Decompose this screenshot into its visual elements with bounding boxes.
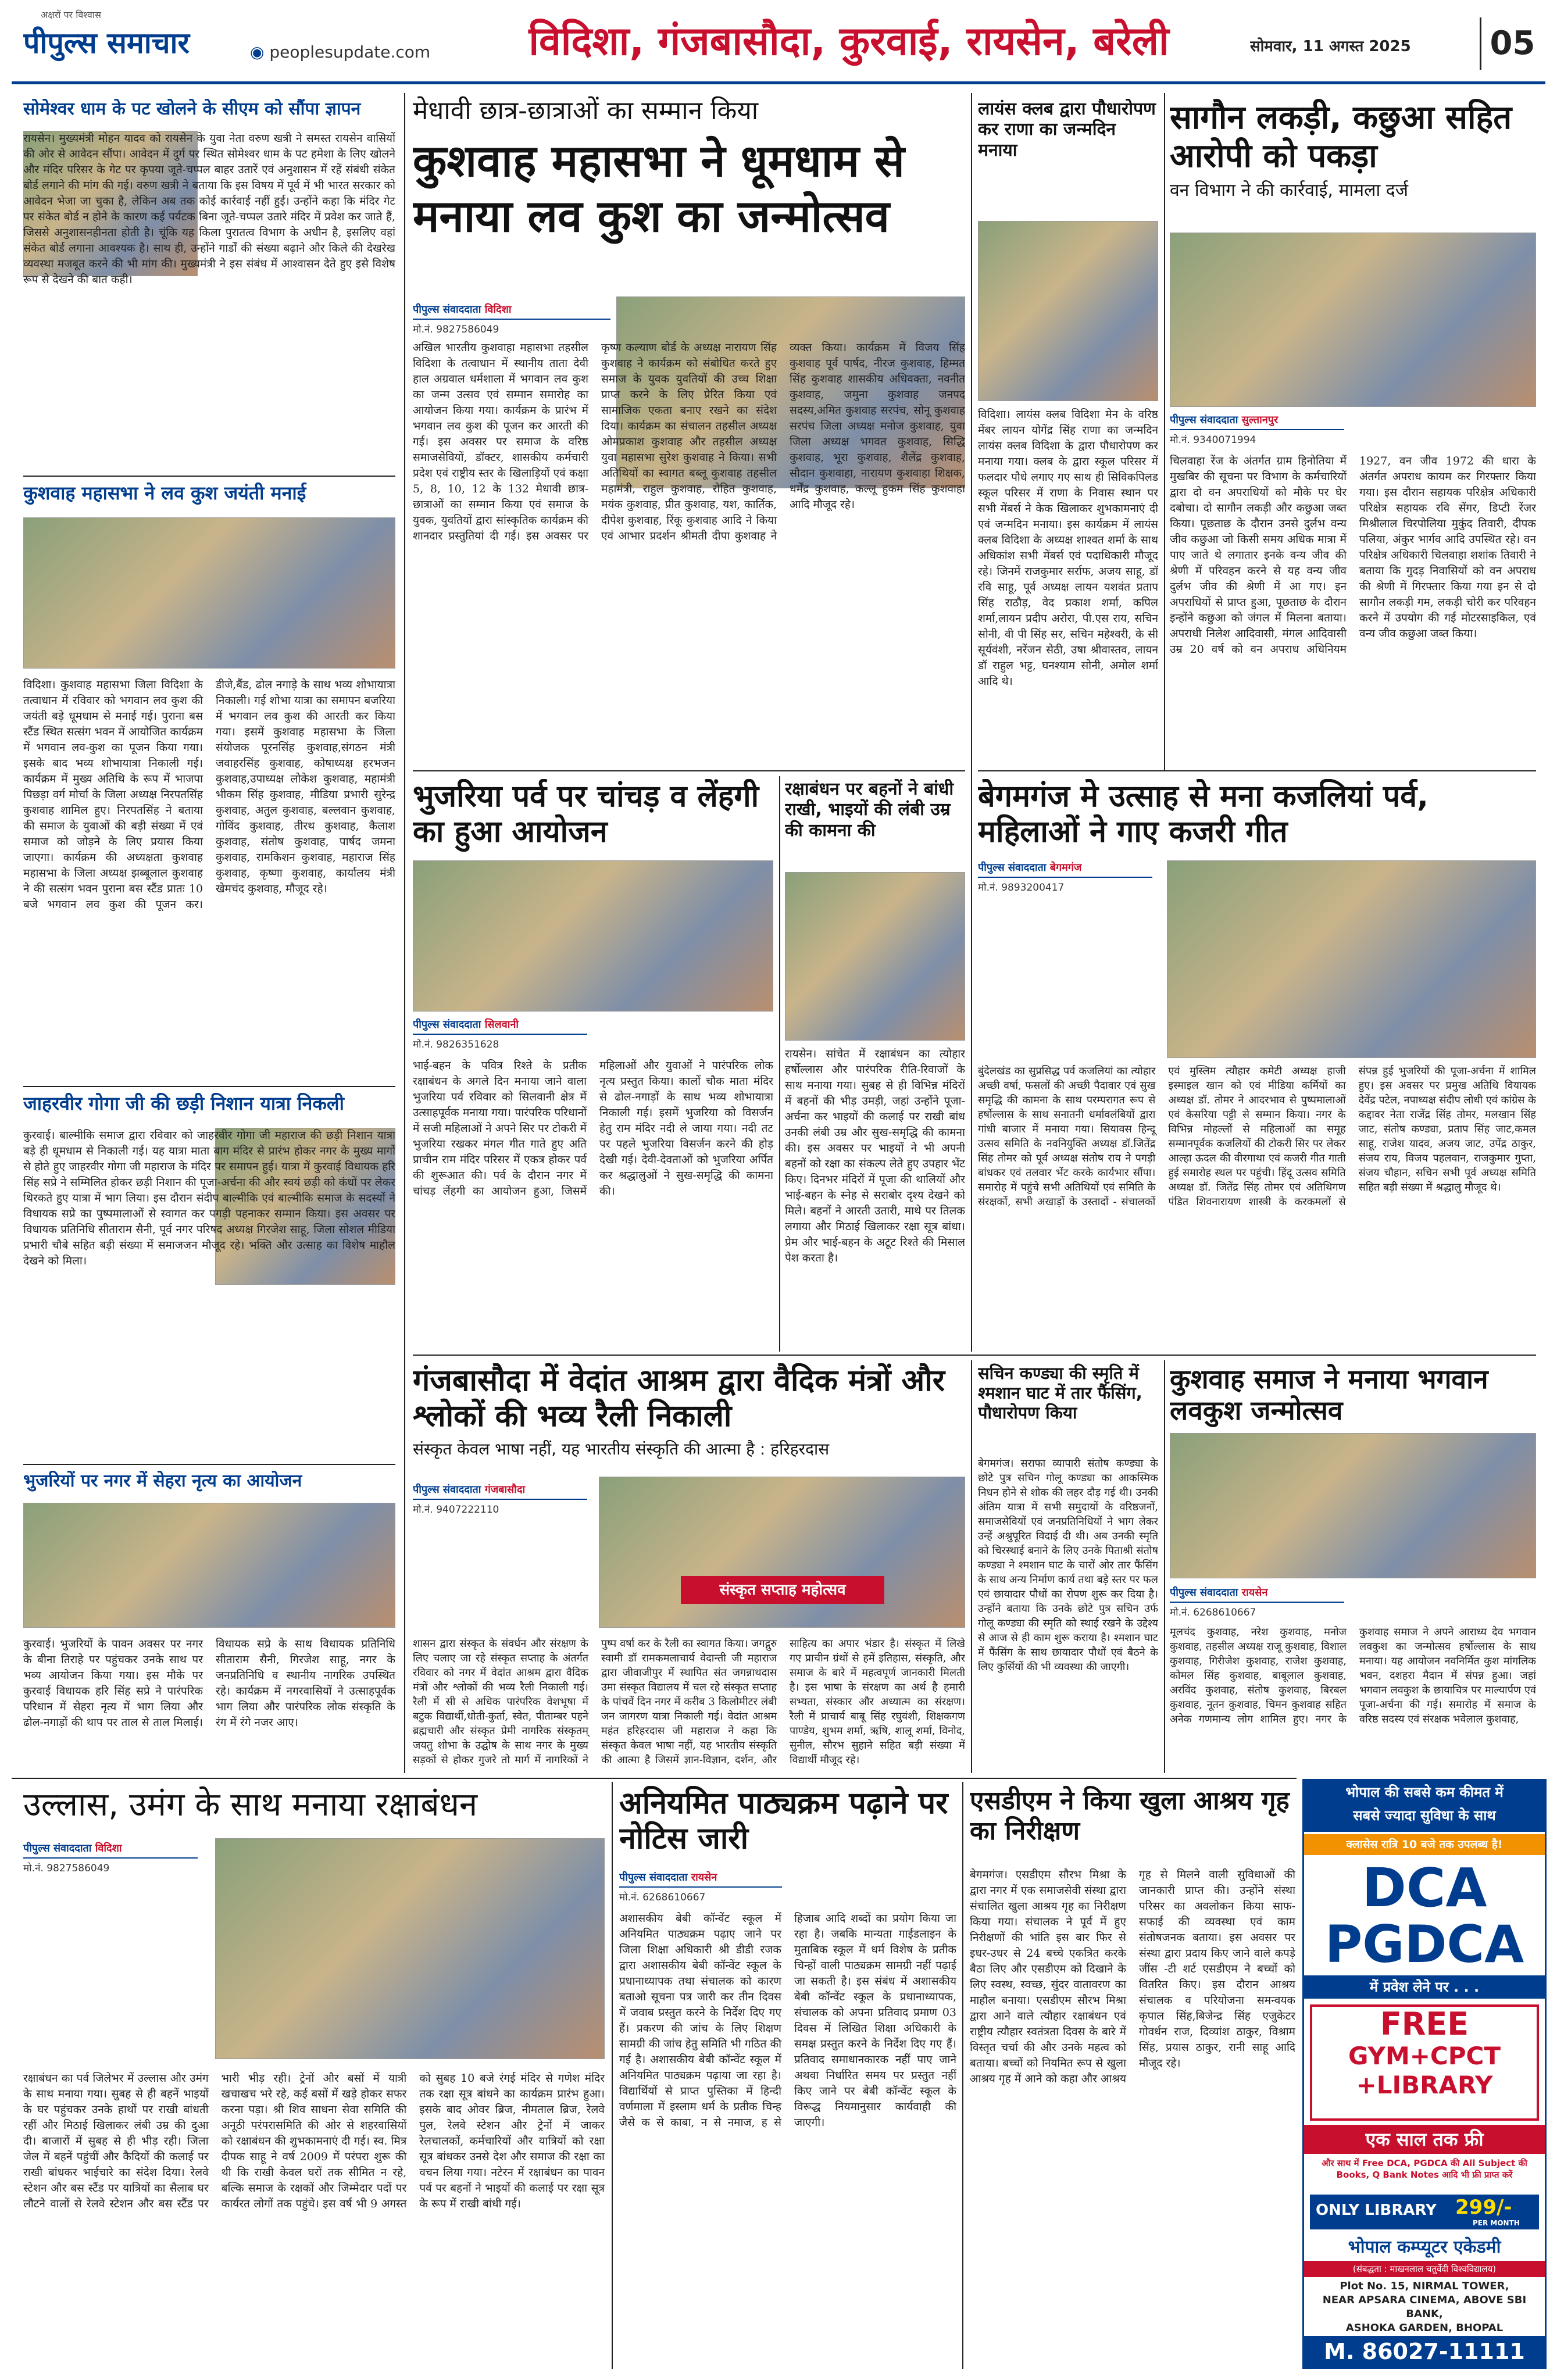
byline-place: रायसेन [1241, 1586, 1268, 1599]
article-lead [413, 96, 965, 764]
body-saagon: चिलवाहा रेंज के अंतर्गत ग्राम हिनोतिया में मुखबिर की सूचना पर विभाग के कर्मचारियों द्वारा दो वन अपराधियों को मौके पर घेर दबोचा। दो सागौन लकड़ी और कछुआ जब्त किया। पूछताछ के दौरान उनसे दुर्लभ वन्य जीव कछुआ जो किसी समय अधिक मात्रा में पाए जाते थे लगातार इनके वन्य जीव की श्रेणी में परिवहन करने से यह वन्य जीव दुर्लभ जीव की श्रेणी में आ गए। इन अपराधियों से प्राप्त हुआ, पूछताछ के दौरान इन्होंने कछुआ को जंगल में मिलना बताया। अपराधी निलेश आदिवासी, मंगल आदिवासी उम्र 20 वर्ष को वन अपराध अधिनियम 1927, वन जीव 1972 की धारा के अंतर्गत अपराध कायम कर गिरफ्तार किया गया। इस दौरान सहायक परिक्षेत्र अधिकारी परिक्षेत्र सहायक रवि सेंगर, डिप्टी रेंजर मिश्रीलाल चिरपोलिया मुकुंद तिवारी, दीपक पलिया, अंकुर भार्गव आदि उपस्थित रहे। वन परिक्षेत्र अधिकारी चिलवाहा शशांक तिवारी ने बताया कि गुदड़ निवासियों को वन अपराध की श्रेणी में गिरफ्तार किया गया इन से दो सागौन लकड़ी गम, लकड़ी चोरी कर परिवहन करने में उपयोग की गई मोटरसाइकिल, एवं वन्य जीव कछुआ जब्त किया। [1170, 455, 1536, 656]
divider [413, 1355, 1536, 1356]
website-link[interactable] [250, 41, 442, 64]
globe-icon: ◉ [250, 42, 270, 62]
article-gogaji [23, 1093, 395, 1459]
column-divider [1164, 1360, 1165, 1773]
photo-bhujariya [413, 860, 773, 1012]
subhead-saagon: वन विभाग ने की कार्रवाई, मामला दर्ज [1170, 180, 1408, 201]
banner-sanskrit: संस्कृत सप्ताह महोत्सव [681, 1576, 884, 1604]
article-bhujariya [413, 779, 773, 1349]
byline-place: विदिशा [484, 303, 512, 316]
article-lions [978, 99, 1158, 767]
byline-mobile: मो.नं. 6268610667 [1170, 1607, 1256, 1618]
kushwah-byline [1170, 1585, 1344, 1618]
photo-saagon [1170, 233, 1536, 407]
body-begumganj: बुंदेलखंड का सुप्रसिद्ध पर्व कजलियां का त्योहार अच्छी वर्षा, फसलों की अच्छी पैदावार एवं सुख समृद्धि की कामना के साथ परम्परागत रूप से हर्षोल्लास के साथ सनातनी धर्मावलंबियों द्वारा गांधी बाजार में मनाया गया। सियावस हिन्दू उत्सव समिति के नवनियुक्ति अध्यक्ष डॉ.जितेंद्र सिंह तोमर को पूर्व अध्यक्ष संतोष राय ने पगड़ी बांधकर एवं तलवार भेंट करके कार्यभार सौंपा। समारोह में पहुंचे सभी अतिथियों एवं समिति के संरक्षकों, सभी अखाड़ों के उस्तादों - संचालकों एवं मुस्लिम त्यौहार कमेटी अध्यक्ष हाजी इस्माइल खान को एवं मीडिया कर्मियों का अध्यक्ष डॉ. तोमर ने आदरभाव से पुष्पमालाओं एवं केसरिया पट्टी से सम्मान किया। नगर के विभिन्न मोहल्लों से महिलाओं का समूह सम्मानपूर्वक कजलियों की टोकरी सिर पर लेकर आल्हा ऊदल की वीरगाथा एवं कजरी गीत गाती हुई समारोह स्थल पर पहुंची। हिंदू उत्सव समिति अध्यक्ष डॉ. जितेंद्र सिंह तोमर एवं अतिथिगण पंडित शिवनारायण शास्त्री के करकमलों से संपन्न हुई भुजरियों की पूजा-अर्चना में शामिल हुए। इस अवसर पर प्रमुख अतिथि वियायक देवेंद्र पटेल, नपाध्यक्ष संदीप लोधी एवं कांग्रेस के कद्दावर नेता राजेंद्र सिंह तोमर, मलखान सिंह जाट, संतोष कण्ड्या, प्रताप सिंह जाट,कमल साहू, राजेश यादव, अजय जाट, उपेंद्र ठाकुर, संजय राय, विजय पहलवान, राजकुमार गुप्ता, संजय चौहान, सचिन सभी पूर्व अध्यक्ष समिति सहित बड़ी संख्या में श्रद्धालु मौजूद थे। [978, 1065, 1536, 1208]
body-somesh: रायसेन। मुख्यमंत्री मोहन यादव को रायसेन के युवा नेता वरुण खत्री ने समस्त रायसेन वासियों की ओर से आवेदन सौंपा। आवेदन में दुर्ग पर स्थित सोमेश्वर धाम के पट हमेशा के लिए खोलने और मंदिर परिसर के गेट पर कृपया जूते-चप्पल बाहर उतारें एवं अनुशासन में रहें संबंधी संकेत बोर्ड लगाने की मांग की गई। वरुण खत्री ने बताया कि इस विषय में पूर्व में भी भारत सरकार को आवेदन भेजा जा चुका है, लेकिन अब तक कोई कार्रवाई नहीं हुई। उन्होंने कहा कि मंदिर गेट पर संकेत बोर्ड न होने के कारण कई पर्यटक बिना जूते-चप्पल उतारे मंदिर में प्रवेश कर जाते हैं, जिससे अनुशासनहीनता होती है। चूंकि यह किला पुरातत्व विभाग के अधीन है, इसलिए वहां संकेत बोर्ड लगाना आवश्यक है। साथ ही, उन्होंने गार्डों की संख्या बढ़ाने और किले की देखरेख व्यवस्था मजबूत करने की भी मांग की। मुख्यमंत्री ने इस संबंध में आश्वासन देते हुए इसे विशेष रूप से देखने की बात कही। [23, 132, 395, 286]
headline-kushwah-samaj: कुशवाह समाज ने मनाया भगवान लवकुश जन्मोत्सव [1170, 1363, 1488, 1427]
column-divider [971, 1360, 972, 1773]
article-kundya [978, 1363, 1158, 1770]
article-rakhi [785, 779, 965, 1349]
headline-aniyamit: अनियमित पाठ्यक्रम पढ़ाने पर नोटिस जारी [619, 1786, 948, 1857]
byline-place: सुल्तानपुर [1241, 414, 1279, 426]
lead-byline [413, 302, 610, 335]
body-lavkush-rally: विदिशा। कुशवाह महासभा जिला विदिशा के तत्वाधान में रविवार को भगवान लव कुश की जयंती बड़े धूमधाम से मनाई गई। पुराना बस स्टैंड स्थित सत्संग भवन में आयोजित कार्यक्रम में भगवान लव-कुश का पूजन किया गया। इसके बाद भव्य शोभायात्रा निकाली गई। कार्यक्रम में मुख्य अतिथि के रूप में भाजपा पिछड़ा वर्ग मोर्चा के जिला अध्यक्ष निरपतसिंह कुशवाह शामिल हुए। निरपतसिंह ने बताया की समाज के युवाओं की बड़ी संख्या में एवं समाज को जोड़ने के लिए प्रयास किया जाएगा। कार्यक्रम की अध्यक्षता कुशवाह महासभा के जिला अध्यक्ष झब्बूलाल कुशवाह ने की सत्संग भवन पुराना बस स्टैंड प्रातः 10 बजे भगवान लव कुश की पूजन कर। डीजे,बैंड, ढोल नगाड़े के साथ भव्य शोभायात्रा निकाली। गई शोभा यात्रा का समापन बजरिया में भगवान लव कुश की आरती कर किया गया। इसमें कुशवाह महासभा के जिला संयोजक पूरनसिंह कुशवाह,संगठन मंत्री जवाहरसिंह कुशवाह, कोषाध्यक्ष हरभजन कुशवाह,उपाध्यक्ष लोकेश कुशवाह, महामंत्री भीकम सिंह कुशवाह, मीडिया प्रभारी सुरेन्द्र कुशवाह, अतुल कुशवाह, बल्लवान कुशवाह, गोविंद कुशवाह, तीरथ कुशवाह, कैलाश कुशवाह, संतोष कुशवाह, पार्षद जमना कुशवाह, रामकिशन कुशवाह, महाराज सिंह कुशवाह, कृष्णा कुशवाह, कार्यालय मंत्री खेमचंद कुशवाह, मौजूद रहे। [23, 678, 395, 911]
headline-somesh: सोमेश्वर धाम के पट खोलने के सीएम को सौंपा ज्ञापन [23, 99, 361, 119]
byline-place: सिलवानी [484, 1019, 519, 1031]
headline-gogaji: जाहरवीर गोगा जी की छड़ी निशान यात्रा निकली [23, 1093, 344, 1114]
ad-affiliation: (संबद्धता : माखनलाल चतुर्वेदी विश्वविद्यालय) [1304, 2261, 1545, 2277]
photo-sehra [23, 1503, 395, 1628]
ad-course-dca: DCA [1362, 1859, 1487, 1917]
article-somesh [23, 99, 395, 471]
byline-place: रायसेन [691, 1871, 717, 1884]
article-vedant [413, 1363, 965, 1770]
column-divider [962, 1782, 963, 2369]
photo-begumganj [1167, 860, 1536, 1058]
ad-promo: और साथ में Free DCA, PGDCA की All Subject की Books, Q Bank Notes आदि भी फ्री प्राप्त करें [1322, 2158, 1527, 2180]
ad-top-line2: सबसे ज्यादा सुविधा के साथ [1353, 1807, 1496, 1824]
ad-class-time: क्लासेस रात्रि 10 बजे तक उपलब्ध है! [1304, 1834, 1545, 1855]
byline-name: पीपुल्स संवाददाता [1170, 1586, 1238, 1599]
byline-mobile: मो.नं. 6268610667 [619, 1892, 706, 1903]
byline-mobile: मो.नं. 9407222110 [413, 1504, 499, 1516]
divider [23, 476, 395, 477]
ad-address-line1: Plot No. 15, NIRMAL TOWER, [1340, 2280, 1509, 2292]
saagon-byline [1170, 413, 1344, 446]
byline-mobile: मो.नं. 9893200417 [978, 882, 1065, 894]
column-divider [404, 93, 405, 1773]
ad-phone[interactable]: M. 86027-11111 [1304, 2336, 1545, 2367]
ad-admission: में प्रवेश लेने पर . . . [1304, 1975, 1545, 1999]
article-lavkush-rally [23, 483, 395, 1081]
article-sdm [970, 1786, 1295, 2367]
headline-bhujariya: भुजरिया पर्व पर चांचड़ व लेंहगी का हुआ आयोजन [413, 779, 759, 850]
column-divider [779, 776, 780, 1352]
masthead [0, 0, 1557, 87]
body-vedant: शासन द्वारा संस्कृत के संवर्धन और संरक्षण के लिए चलाए जा रहे संस्कृत सप्ताह के अंतर्गत रविवार को नगर में वेदांत आश्रम द्वारा वैदिक मंत्रों और श्लोकों की भव्य रैली निकाली गई। रैली में सी से अधिक पारंपरिक वेशभूषा में बटुक विद्यार्थी,धोती-कुर्ता, स्वेत, पीताम्बर पहने ब्रह्मचारी और संस्कृत प्रेमी नागरिक संस्कृतम् जयतु शोभा के उद्घोष के साथ नगर के मुख्य सड़कों से होकर गुजरे तो मार्ग में नागरिकों ने पुष्प वर्षा कर के रैली का स्वागत किया। जगद्गुरु स्वामी डॉ रामकमलाचार्य वेदान्ती जी महाराज द्वारा जीवाजीपुर में स्थापित संत जगन्नाथदास उमा संस्कृत विद्यालय में चल रहे संस्कृत सप्ताह के पांचवें दिन नगर में करीब 3 किलोमीटर लंबी जन जागरण यात्रा निकाली गई। वेदांत आश्रम महंत हरिहरदास जी महाराज ने कहा कि संस्कृत केवल भाषा नहीं, यह भारतीय संस्कृति की आत्मा है जिसमें ज्ञान-विज्ञान, दर्शन, और साहित्य का अपार भंडार है। संस्कृत में लिखे गए प्राचीन ग्रंथों से हमें इतिहास, संस्कृति, और समाज के बारे में महत्वपूर्ण जानकारी मिलती है। इस भाषा के संरक्षण का अर्थ है हमारी सभ्यता, संस्कार और अध्यात्म का संरक्षण। रैली में प्राचार्य बाबू सिंह रघुवंशी, शिक्षकगण पाण्डेय, शुभम शर्मा, ऋषि, शालू शर्मा, विनोद, सुनील, सौरभ सुहाने सहित बड़ी संख्या में विद्यार्थी मौजूद रहे। [413, 1638, 965, 1766]
body-rakhi: रायसेन। सांचेत में रक्षाबंधन का त्योहार हर्षोल्लास और पारंपरिक रीति-रिवाजों के साथ मनाया गया। सुबह से ही विभिन्न मंदिरों में बहनों की भीड़ उमड़ी, जहां उन्होंने पूजा-अर्चना कर भाइयों की कलाई पर राखी बांध उनकी लंबी उम्र और सुख-समृद्धि की कामना की। इस अवसर पर भाइयों ने भी अपनी बहनों को रक्षा का संकल्प लेते हुए उपहार भेंट किए। दिनभर मंदिरों में पूजा की थालियों और भाई-बहन के स्नेह से सराबोर दृश्य देखने को मिले। बहनों ने आरती उतारी, माथे पर तिलक लगाया और मिठाई खिलाकर रक्षा सूत्र बांधा। प्रेम और भाई-बहन के अटूट रिश्ते की मिसाल पेश करता है। [785, 1048, 965, 1264]
vedant-byline [413, 1482, 587, 1516]
ad-free-box [1310, 2004, 1539, 2121]
article-kushwah-samaj [1170, 1363, 1536, 1770]
byline-mobile: मो.नं. 9826351628 [413, 1039, 499, 1050]
body-bhujariya: भाई-बहन के पवित्र रिश्ते के प्रतीक रक्षाबंधन के अगले दिन मनाया जाने वाला भुजरिया पर्व रविवार को सिलवानी क्षेत्र में उत्साहपूर्वक मनाया गया। पारंपरिक परिधानों में सजी महिलाओं ने अपने सिर पर टोकरी में भुजरिया रखकर मंगल गीत गाते हुए अति प्राचीन राम मंदिर परिसर में एकत्र होकर पर्व की शुरूआत की। पर्व के दौरान नगर में चांचड़ लेंहगी का आयोजन हुआ, जिसमें महिलाओं और युवाओं ने पारंपरिक लोक नृत्य प्रस्तुत किया। कालों चौक माता मंदिर से ढोल-नगाड़ों के साथ भव्य शोभायात्रा निकाली गई। इसमें भुजरिया को विसर्जन हेतु राम मंदिर नदी ले जाया गया। नदी तट पर पहले भुजरिया विसर्जन करने की होड़ देखी गई। देवी-देवताओं को भुजरिया अर्पित कर श्रद्धालुओं ने सुख-समृद्धि की कामना की। [413, 1059, 773, 1198]
byline-name: पीपुल्स संवाददाता [978, 862, 1047, 874]
body-kundya: बेगमगंज। सराफा व्यापारी संतोष कण्ड्या के छोटे पुत्र सचिन गोलू कण्ड्या का आकस्मिक निधन होने से शोक की लहर दौड़ गई थी। उनकी अंतिम यात्रा में सभी समुदायों के वरिष्ठजनों, समाजसेवियों एवं जनप्रतिनिधियों ने भाग लेकर उन्हें अश्रुपूरित विदाई दी थी। अब उनकी स्मृति को चिरस्थाई बनाने के लिए उनके पिताश्री संतोष कण्ड्या ने श्मशान घाट के चारों ओर तार फैंसिंग के साथ अन्य निर्माण कार्य तथा बड़े स्तर पर फल एवं छायादार पौधों का रोपण शुरू कर दिया है। उन्होंने बताया कि उनके छोटे पुत्र सचिन उर्फ गोलू कण्ड्या की स्मृति को स्थाई रखने के उद्देश्य से आज से ही काम शुरू कराया है। श्मशान घाट में फैंसिंग के साथ छायादार पौधों एवं बैठने के लिए कुर्सियों की भी व्यवस्था की जाएगी। [978, 1457, 1158, 1673]
byline-mobile: मो.नं. 9827586049 [23, 1863, 110, 1874]
headline-saagon: सागौन लकड़ी, कछुआ सहित आरोपी को पकड़ा [1170, 99, 1512, 176]
byline-name: पीपुल्स संवाददाता [619, 1871, 688, 1884]
column-divider [612, 1782, 613, 2369]
photo-kushwah-samaj [1170, 1433, 1536, 1578]
page-number: 05 [1480, 17, 1544, 70]
divider [23, 1464, 395, 1465]
photo-lavkush-rally [23, 517, 395, 669]
ad-free: FREE [1380, 2006, 1469, 2042]
byline-name: पीपुल्स संवाददाता [1170, 414, 1238, 426]
byline-name: पीपुल्स संवाददाता [413, 1484, 481, 1496]
ad-institute: भोपाल कम्प्यूटर एकेडमी [1348, 2237, 1501, 2257]
ad-free-items: GYM+CPCT [1348, 2042, 1501, 2070]
headline-kundya: सचिन कण्ड्या की स्मृति में श्मशान घाट में तार फैंसिंग, पौधारोपण किया [978, 1363, 1142, 1423]
ad-library: +LIBRARY [1356, 2071, 1493, 2099]
bhujariya-byline [413, 1017, 587, 1050]
body-aniyamit: अशासकीय बेबी कॉन्वेंट स्कूल में अनियमित पाठ्यक्रम पढ़ाए जाने पर जिला शिक्षा अधिकारी श्री डीडी रजक द्वारा अशासकीय बेबी कॉन्वेंट स्कूल के प्रधानाध्यापक तथा संचालक को कारण बताओ सूचना पत्र जारी कर तीन दिवस में जवाब प्रस्तुत करने के निर्देश दिए गए हैं। प्रकरण की जांच के लिए शिक्षण सामग्री की जांच हेतु समिति भी गठित की गई है। अशासकीय बेबी कॉन्वेंट स्कूल में अनियमित पाठ्यक्रम पढ़ाया जा रहा है। विद्यार्थियों से प्राप्त पुस्तिका में हिन्दी वर्णमाला में इस्लाम धर्म के प्रतीक चिन्ह जैसे क से काबा, न से नमाज, ह से हिजाब आदि शब्दों का प्रयोग किया जा रहा है। जबकि मान्यता गाईडलाइन के मुताबिक स्कूल में धर्म विशेष के प्रतीक चिन्हों वाली पाठ्यक्रम सामग्री नहीं पढ़ाई जा सकती है। इस संबंध में अशासकीय बेबी कॉन्वेंट स्कूल के प्रधानाध्यापक, संचालक को अपना प्रतिवाद प्रमाण 03 दिवस में लिखित शिक्षा अधिकारी के समक्ष प्रस्तुत करने के निर्देश दिए गए हैं। प्रतिवाद समाधानकारक नहीं पाए जाने अथवा निर्धारित समय पर प्रस्तुत नहीं किए जाने पर बेबी कॉन्वेंट स्कूल के विरूद्ध नियमानुसार कार्यवाही की जाएगी। [619, 1912, 956, 2129]
byline-name: पीपुल्स संवाददाता [413, 303, 481, 316]
body-sdm: बेगमगंज। एसडीएम सौरभ मिश्रा के द्वारा नगर में एक समाजसेवी संस्था द्वारा संचालित खुला आश्रय गृह का निरीक्षण किया गया। संचालक ने पूर्व में हुए निरीक्षणों की भांति इस बार फिर से इधर-उधर से 24 बच्चे एकत्रित करके बैठा लिए और एसडीएम को दिखाने के लिए स्वस्थ, स्वच्छ, सुंदर वातावरण का माहौल बनाया। एसडीएम सौरभ मिश्रा द्वारा आने वाले त्यौहार रक्षाबंधन एवं राष्ट्रीय त्यौहार स्वतंत्रता दिवस के बारे में विस्तृत चर्चा की और उनके महत्व को बताया। बच्चों को नियमित रूप से खुला आश्रय गृह में आने को कहा और आश्रय गृह से मिलने वाली सुविधाओं की जानकारी प्राप्त की। उन्होंने संस्था परिसर का अवलोकन किया साफ-सफाई की व्यवस्था एवं काम संतोषजनक बताया। इस अवसर पर संस्था द्वारा प्रदाय किए जाने वाले कपड़े जींस -टी शर्ट एसडीएम ने बच्चों को वितरित किए। इस दौरान आश्रय संचालक व परियोजना समन्वयक कृपाल सिंह,बिजेन्द्र सिंह एजुकेटर गोवर्धन राज, दिव्यांश ठाकुर, विश्राम सिंह, प्रयास ठाकुर, रानी साहू आदि मौजूद रहे। [970, 1868, 1295, 2085]
article-sehra [23, 1471, 395, 1773]
photo-vedant [599, 1477, 965, 1628]
article-ullas [23, 1786, 605, 2367]
begumganj-byline [978, 860, 1152, 894]
section-title: विदिशा, गंजबासौदा, कुरवाई, रायसेन, बरेली [528, 19, 1169, 65]
subhead-vedant: संस्कृत केवल भाषा नहीं, यह भारतीय संस्कृति की आत्मा है : हरिहरदास [413, 1439, 830, 1459]
body-kushwah-samaj: मूलचंद कुशवाह, नरेश कुशवाह, मनोज कुशवाह, तहसील अध्यक्ष राजू कुशवाह, विशाल कुशवाह, गिरीजेश कुशवाह, राजेश कुशवाह, कोमल सिंह कुशवाह, बाबूलाल कुशवाह, अरविंद कुशवाह, संतोष कुशवाह, बिरबल कुशवाह, नूतन कुशवाह, चिमन कुशवाह सहित अनेक गणमान्य लोग शामिल हुए। नगर के कुशवाह समाज ने अपने आराध्य देव भगवान लवकुश का जन्मोत्सव हर्षोल्लास के साथ मनाया। यह आयोजन नवनिर्मित कुश मांगलिक भवन, दशहरा मैदान में संपन्न हुआ। जहां भगवान लवकुश के छायाचित्र पर माल्यार्पण एवं पूजा-अर्चना की गई। समारोह में समाज के वरिष्ठ सदस्य एवं संरक्षक भवेलाल कुशवाह, [1170, 1626, 1536, 1725]
byline-name: पीपुल्स संवाददाता [413, 1019, 481, 1031]
byline-place: गंजबासौदा [484, 1484, 526, 1496]
ad-only-library: ONLY LIBRARY [1316, 2202, 1437, 2219]
divider [23, 1086, 395, 1087]
photo-lions [978, 221, 1158, 401]
headline-begumganj: बेगमगंज मे उत्साह से मना कजलियां पर्व, महिलाओं ने गाए कजरी गीत [978, 779, 1429, 850]
paper-logo [23, 20, 256, 66]
lead-kicker: मेधावी छात्र-छात्राओं का सम्मान किया [413, 96, 759, 126]
photo-ullas [215, 1838, 605, 2059]
ullas-byline [23, 1841, 198, 1874]
paper-tagline: अक्षरों पर विश्वास [41, 9, 101, 20]
byline-place: विदिशा [95, 1842, 122, 1854]
headline-lions: लायंस क्लब द्वारा पौधारोपण कर राणा का जन्मदिन मनाया [978, 99, 1156, 160]
ad-address [1304, 2279, 1545, 2335]
lead-headline: कुशवाह महासभा ने धूमधाम से मनाया लव कुश का जन्मोत्सव [413, 134, 905, 242]
headline-sdm: एसडीएम ने किया खुला आश्रय गृह का निरीक्षण [970, 1786, 1290, 1846]
website-text: peoplesupdate.com [269, 42, 431, 62]
ad-top-line: भोपाल की सबसे कम कीमत में [1345, 1784, 1504, 1800]
byline-mobile: मो.नं. 9827586049 [413, 324, 499, 335]
ad-one-year: एक साल तक फ्री [1304, 2125, 1545, 2154]
headline-lavkush-rally: कुशवाह महासभा ने लव कुश जयंती मनाई [23, 483, 306, 504]
column-divider [971, 93, 972, 1352]
article-aniyamit [619, 1786, 956, 2367]
ad-per-month: PER MONTH [1473, 2219, 1520, 2227]
ad-address-line3: ASHOKA GARDEN, BHOPAL [1345, 2322, 1504, 2334]
byline-place: बेगमगंज [1049, 862, 1082, 874]
aniyamit-byline [619, 1870, 782, 1903]
headline-vedant: गंजबासौदा में वेदांत आश्रम द्वारा वैदिक मंत्रों और श्लोकों की भव्य रैली निकाली [413, 1363, 945, 1434]
ad-price: 299/- [1455, 2196, 1512, 2219]
headline-sehra: भुजरियों पर नगर में सेहरा नृत्य का आयोजन [23, 1471, 302, 1491]
body-sehra: कुरवाई। भुजरियों के पावन अवसर पर नगर के बीना तिराहे पर पहुंचकर उनके साथ पर भव्य आयोजन किया गया। इस मौके पर कुरवाई विधायक हरि सिंह सप्रे ने पारंपरिक परिधान में सेहरा नृत्य में भाग लिया और ढोल-नगाड़ों की थाप पर ताल से ताल मिलाई। विधायक सप्रे के साथ विधायक प्रतिनिधि सीताराम सैनी, गिरजेश साहू, नगर के जनप्रतिनिधि व स्थानीय नागरिक उपस्थित रहे। कार्यक्रम में नगरवासियों ने उत्साहपूर्वक भाग लिया और पारंपरिक लोक संस्कृति के रंग में रंगे नजर आए। [23, 1638, 395, 1729]
divider [413, 770, 965, 771]
advertisement[interactable] [1302, 1779, 1547, 2369]
article-saagon [1170, 99, 1536, 767]
headline-rakhi: रक्षाबंधन पर बहनों ने बांधी राखी, भाइयों की लंबी उम्र की कामना की [785, 779, 954, 841]
byline-mobile: मो.नं. 9340071994 [1170, 434, 1256, 446]
ad-course-pgdca: PGDCA [1324, 1916, 1524, 1974]
headline-ullas: उल्लास, उमंग के साथ मनाया रक्षाबंधन [23, 1786, 478, 1824]
ad-top-banner [1304, 1781, 1545, 1832]
body-gogaji: कुरवाई। बाल्मीकि समाज द्वारा रविवार को जाहरवीर गोगा जी महाराज की छड़ी निशान यात्रा बड़े ही धूमधाम से निकाली गई। यह यात्रा माता बाग मंदिर से प्रारंभ होकर नगर के मुख्य मार्गों से होते हुए जाहरवीर गोगा जी महाराज के मंदिर पर समापन हुई। यात्रा में कुरवाई विधायक हरि सिंह सप्रे ने सम्मिलित होकर छड़ी निशान की पूजा-अर्चना की और स्वयं छड़ी को कंधों पर लेकर थिरकते हुए यात्रा में भाग लिया। इस दौरान संदीप बाल्मीकि एवं बाल्मीकि समाज के सदस्यों ने विधायक सप्रे का पुष्पमालाओं से स्वागत कर पगड़ी पहनाकर सम्मान किया। इस अवसर पर विधायक प्रतिनिधि सीताराम सैनी, पूर्व नगर परिषद अध्यक्ष गिरजेश साहू, जिला सोशल मीडिया प्रभारी चौबे सहित बड़ी संख्या में समाजजन मौजूद रहे। भक्ति और उत्साह का विशेष माहौल देखने को मिला। [23, 1129, 395, 1267]
column-divider [1164, 93, 1165, 770]
ad-address-line2: NEAR APSARA CINEMA, ABOVE SBI BANK, [1322, 2294, 1527, 2320]
article-begumganj [978, 779, 1536, 1349]
divider [12, 1778, 1297, 1779]
paper-name: पीपुल्स समाचार [23, 26, 190, 60]
byline-name: पीपुल्स संवाददाता [23, 1842, 92, 1854]
divider [978, 770, 1536, 771]
photo-rakhi [785, 872, 965, 1041]
ad-library-price [1310, 2195, 1539, 2229]
body-lead: अखिल भारतीय कुशवाहा महासभा तहसील विदिशा के तत्वाधान में स्थानीय ताता देवी हाल अग्रवाल धर्मशाला में भगवान लव कुश का जन्म उत्सव एवं सम्मान समारोह का आयोजन किया गया। कार्यक्रम के प्रारंभ में भगवान लव कुश की पूजन कर आरती की गई। इस अवसर पर समाज के वरिष्ठ समाजसेवियों, डॉक्टर, शासकीय कर्मचारी प्रदेश एवं राष्ट्रीय स्तर के खिलाड़ियों एवं कक्षा 5, 8, 10, 12 के 132 मेधावी छात्र-छात्राओं का सम्मान किया एवं समाज के युवक, युवतियों द्वारा सांस्कृतिक कार्यक्रम की शानदार प्रस्तुतियां दी गई। इस अवसर पर कृष्ण कल्याण बोर्ड के अध्यक्ष नारायण सिंह कुशवाह ने कार्यक्रम को संबोधित करते हुए समाज के युवक युवतियों की उच्च शिक्षा प्राप्त करने के लिए प्रेरित किया एवं सामाजिक एकता बनाए रखने का संदेश दिया। कार्यक्रम का संचालन तहसील अध्यक्ष ओमप्रकाश कुशवाह और तहसील अध्यक्ष युवा महासभा सुरेश कुशवाह ने किया। सभी अतिथियों का स्वागत बब्लू कुशवाह तहसील महामंत्री, राहुल कुशवाह, रोहित कुशवाह, मयंक कुशवाह, प्रीत कुशवाह, यश, कार्तिक, दीपेश कुशवाह, रिंकू कुशवाह आदि ने किया एवं आभार प्रदर्शन श्रीमती दीपा कुशवाह ने व्यक्त किया। कार्यक्रम में विजय सिंह कुशवाह पूर्व पार्षद, नीरज कुशवाह, हिम्मत सिंह कुशवाह शासकीय अधिवक्ता, नवनीत कुशवाह, जमुना कुशवाह जनपद सदस्य,अमित कुशवाह सरपंच, सोनू कुशवाह सरपंच जिला अध्यक्ष मनोज कुशवाह, युवा जिला अध्यक्ष भगवत कुशवाह, सिद्धि कुशवाह, भूरा कुशवाह, शैलेंद्र कुशवाह, सौदान कुशवाहा, नारायण कुशवाहा शिक्षक, धर्मेंद्र कुशवाह, कल्लू हुकम सिंह कुशवाहा आदि मौजूद रहे। [413, 341, 965, 542]
issue-date: सोमवार, 11 अगस्त 2025 [1250, 38, 1411, 55]
masthead-rule [12, 81, 1545, 84]
body-lions: विदिशा। लायंस क्लब विदिशा मेन के वरिष्ठ मेंबर लायन योगेंद्र सिंह राणा का जन्मदिन लायंस क्लब विदिशा के द्वारा पौधारोपण कर मनाया गया। क्लब के द्वारा स्कूल परिसर में फलदार पौधे लगाए गए साथ ही सिविकपिलड स्कूल परिसर में राणा के निवास स्थान पर सभी मेंबर्स ने केक खिलाकर शुभकामनाएं दी एवं जन्मदिन मनाया। इस कार्यक्रम में लायंस क्लब विदिशा के अध्यक्ष शाश्वत शर्मा के साथ अधिकांश सभी मेंबर्स एवं पदाधिकारी मौजूद रहे। जिनमें राजकुमार सर्राफ, अजय साहू, डॉ रवि साहू, पूर्व अध्यक्ष लायन यशवंत प्रताप सिंह राठौड़, वेद प्रकाश शर्मा, कपिल शर्मा,लायन प्रदीप अरोरा, पी.एस राय, सचिन सोनी, वी पी सिंह सर, सचिन महेश्वरी, के सी सूर्यवंशी, नरेंजन सेठी, उषा श्रीवास्तव, लायन डॉ राहुल भट्ट, घनश्याम सोनी, अमोल शर्मा आदि थे। [978, 408, 1158, 688]
body-ullas: रक्षाबंधन का पर्व जिलेभर में उल्लास और उमंग के साथ मनाया गया। सुबह से ही बहनें भाइयों के घर पहुंचकर उनके हाथों पर राखी बांधती रहीं और मिठाई खिलाकर लंबी उम्र की दुआ दी। बाजारों में सुबह से ही भीड़ रही। जिला जेल में बहनें पहुंचीं और कैदियों की कलाई पर राखी बांधकर भाईचारे का संदेश दिया। रेलवे स्टेशन और बस स्टैंड पर यात्रियों का सैलाब घर लौटने वालों से रेलवे स्टेशन और बस स्टैंड पर भारी भीड़ रही। ट्रेनों और बसों में यात्री खचाखच भरे रहे, कई बसों में खड़े होकर सफर करना पड़ा। श्री शिव साधना सेवा समिति की अनूठी परंपरासमिति की ओर से शहरवासियों को रक्षाबंधन की शुभकामनाएं दी गई। स्व. मित्र दीपक साहू ने वर्ष 2009 में परंपरा शुरू की थी कि राखी केवल घरों तक सीमित न रहे, बल्कि समाज के रक्षकों और जिम्मेदार पदों पर कार्यरत लोगों तक पहुंचे। इस वर्ष भी 9 अगस्त को सुबह 10 बजे रंगई मंदिर से गणेश मंदिर तक रक्षा सूत्र बांधने का कार्यक्रम प्रारंभ हुआ। इसके बाद ओवर ब्रिज, नीमताल ब्रिज, रेलवे पुल, रेलवे स्टेशन और ट्रेनों में जाकर रेलचालकों, कर्मचारियों और यात्रियों को रक्षा सूत्र बांधकर उनसे देश और समाज की रक्षा का वचन लिया गया। नटेरन में रक्षाबंधन का पावन पर्व पर बहनों ने भाइयों की कलाई पर रक्षा सूत्र के रूप में राखी बांधी गई। [23, 2072, 605, 2210]
